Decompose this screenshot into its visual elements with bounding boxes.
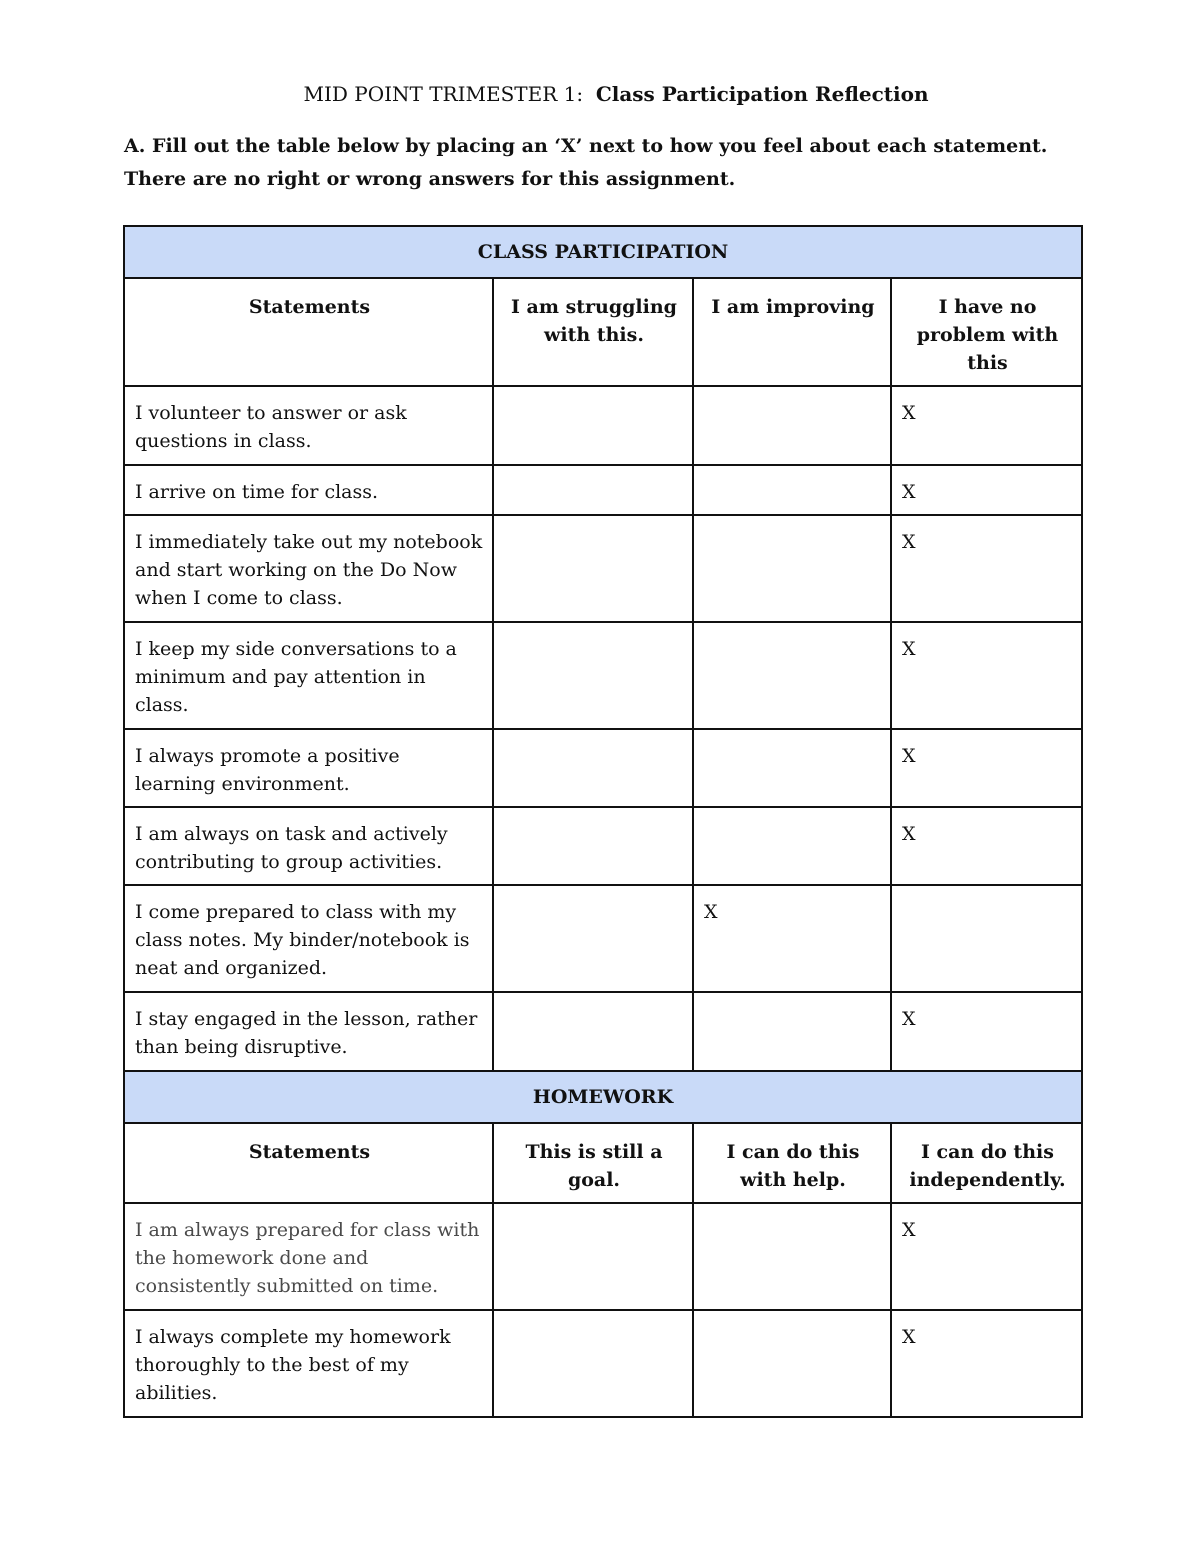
column-header: Statements [124,278,493,386]
statement-cell: I always promote a positive learning environment. [124,729,493,807]
response-cell[interactable]: X [891,729,1082,807]
response-cell[interactable] [693,807,891,885]
section-heading: CLASS PARTICIPATION [124,226,1082,278]
statement-cell: I come prepared to class with my class notes. My binder/notebook is neat and organized. [124,885,493,992]
page-title [0,82,1200,106]
homework-section [124,1071,1082,1417]
statement-cell: I am always on task and actively contributing to group activities. [124,807,493,885]
response-cell[interactable] [493,622,693,729]
response-cell[interactable] [493,465,693,515]
column-header: This is still a goal. [493,1123,693,1203]
column-header: I am improving [693,278,891,386]
statement-cell: I am always prepared for class with the homework done and consistently submitted on time. [124,1203,493,1310]
column-header-row [124,278,1082,386]
response-cell[interactable] [693,386,891,465]
response-cell[interactable] [493,992,693,1071]
response-cell[interactable]: X [891,1310,1082,1417]
column-header-row [124,1123,1082,1203]
title-sub: Class Participation Reflection [595,82,929,106]
response-cell[interactable]: X [891,386,1082,465]
response-cell[interactable] [693,515,891,622]
section-heading: HOMEWORK [124,1071,1082,1123]
response-cell[interactable] [493,515,693,622]
statement-cell: I immediately take out my notebook and start working on the Do Now when I come to class. [124,515,493,622]
statement-cell: I arrive on time for class. [124,465,493,515]
response-cell[interactable]: X [891,807,1082,885]
response-cell[interactable]: X [693,885,891,992]
response-cell[interactable] [493,885,693,992]
response-cell[interactable] [493,807,693,885]
response-cell[interactable]: X [891,992,1082,1071]
response-cell[interactable] [493,1203,693,1310]
table-row [124,1203,1082,1310]
table-row [124,515,1082,622]
reflection-table [123,225,1083,1418]
statement-cell: I volunteer to answer or ask questions in class. [124,386,493,465]
table-row [124,622,1082,729]
response-cell[interactable] [693,729,891,807]
statement-cell: I always complete my homework thoroughly to the best of my abilities. [124,1310,493,1417]
table-row [124,807,1082,885]
table-row [124,992,1082,1071]
response-cell[interactable] [493,729,693,807]
section-header [124,1071,1082,1123]
table-row [124,386,1082,465]
response-cell[interactable] [891,885,1082,992]
instructions: A. Fill out the table below by placing an ‘X’ next to how you feel about each statement. There are no right or wrong answers for this assignment. [124,135,1048,190]
column-header: I can do this with help. [693,1123,891,1203]
response-cell[interactable] [693,1310,891,1417]
table-row [124,465,1082,515]
response-cell[interactable]: X [891,1203,1082,1310]
response-cell[interactable]: X [891,515,1082,622]
section-header [124,226,1082,278]
response-cell[interactable] [693,465,891,515]
class-participation-section [124,226,1082,1071]
response-cell[interactable] [493,386,693,465]
table-row [124,885,1082,992]
response-cell[interactable] [693,622,891,729]
statement-cell: I stay engaged in the lesson, rather than being disruptive. [124,992,493,1071]
response-cell[interactable]: X [891,465,1082,515]
column-header: I can do this independently. [891,1123,1082,1203]
column-header: I have no problem with this [891,278,1082,386]
column-header: I am struggling with this. [493,278,693,386]
table-row [124,729,1082,807]
response-cell[interactable] [693,992,891,1071]
response-cell[interactable] [493,1310,693,1417]
column-header: Statements [124,1123,493,1203]
response-cell[interactable] [693,1203,891,1310]
response-cell[interactable]: X [891,622,1082,729]
title-main: MID POINT TRIMESTER 1: [303,82,584,106]
statement-cell: I keep my side conversations to a minimum and pay attention in class. [124,622,493,729]
table-row [124,1310,1082,1417]
